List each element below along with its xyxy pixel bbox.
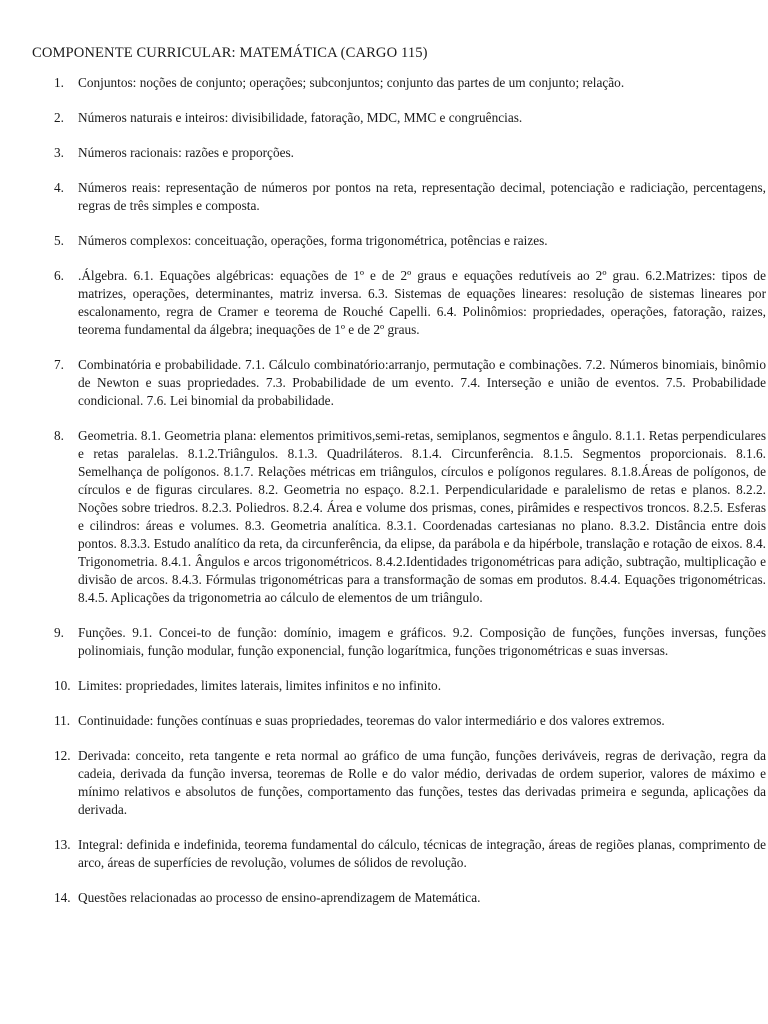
- topic-item: [32, 144, 766, 162]
- topic-number: 11.: [54, 713, 71, 728]
- topic-text: Números naturais e inteiros: divisibilidade, fatoração, MDC, MMC e congruências.: [78, 110, 523, 125]
- topic-number: 2.: [54, 110, 64, 125]
- topic-item: [32, 427, 766, 607]
- topic-text: Integral: definida e indefinida, teorema fundamental do cálculo, técnicas de integração, áreas de regiões planas, comprimento de arco, áreas de superfícies de revolução, volumes de sólidos de revolução.: [78, 837, 766, 870]
- topic-number: 8.: [54, 428, 64, 443]
- topic-text: Continuidade: funções contínuas e suas propriedades, teoremas do valor intermediário e dos valores extremos.: [78, 713, 665, 728]
- topic-number: 3.: [54, 145, 64, 160]
- topic-item: [32, 712, 766, 730]
- topic-text: Conjuntos: noções de conjunto; operações; subconjuntos; conjunto das partes de um conjunto; relação.: [78, 75, 625, 90]
- topic-number: 6.: [54, 268, 64, 283]
- topic-item: [32, 356, 766, 410]
- topic-number: 9.: [54, 625, 64, 640]
- topic-text: Números reais: representação de números por pontos na reta, representação decimal, potenciação e radiciação, percentagens, regras de três simples e composta.: [78, 180, 766, 213]
- topic-item: [32, 109, 766, 127]
- topic-item: [32, 179, 766, 215]
- topic-text: Derivada: conceito, reta tangente e reta normal ao gráfico de uma função, funções deriváveis, regras de derivação, regra da cadeia, derivada da função inversa, teoremas de Rolle e do valor médio, derivadas de ordem superior, valores de máximo e mínimo relativos e absolutos de funções, comportamento das funções, testes das derivadas primeira e segunda, aplicações da derivada.: [78, 748, 766, 817]
- topic-item: [32, 747, 766, 819]
- topic-text: Limites: propriedades, limites laterais, limites infinitos e no infinito.: [78, 678, 442, 693]
- topic-text: Funções. 9.1. Concei-to de função: domínio, imagem e gráficos. 9.2. Composição de funções, funções inversas, funções polinomiais, função modular, função exponencial, função logarítmica, funções trigonométricas e suas inversas.: [78, 625, 766, 658]
- topic-number: 5.: [54, 233, 64, 248]
- topic-number: 10.: [54, 678, 71, 693]
- topic-text: Questões relacionadas ao processo de ensino-aprendizagem de Matemática.: [78, 890, 481, 905]
- topic-item: [32, 74, 766, 92]
- topic-number: 1.: [54, 75, 64, 90]
- topic-item: [32, 836, 766, 872]
- topic-number: 7.: [54, 357, 64, 372]
- topic-number: 13.: [54, 837, 71, 852]
- topic-item: [32, 677, 766, 695]
- topic-text: .Álgebra. 6.1. Equações algébricas: equações de 1º e de 2º graus e equações redutíveis ao 2º grau. 6.2.Matrizes: tipos de matrizes, operações, determinantes, matriz inversa. 6.3. Sistemas de equações lineares: resolução de sistemas lineares por escalonamento, regra de Cramer e teorema de Rouché Capelli. 6.4. Polinômios: propriedades, operações, fatoração, raizes, teorema fundamental da álgebra; inequações de 1º e de 2º graus.: [78, 268, 766, 337]
- topic-item: [32, 267, 766, 339]
- topic-item: [32, 232, 766, 250]
- topic-text: Combinatória e probabilidade. 7.1. Cálculo combinatório:arranjo, permutação e combinações. 7.2. Números binomiais, binômio de Newton e suas propriedades. 7.3. Probabilidade de um evento. 7.4. Interseção e união de eventos. 7.5. Probabilidade condicional. 7.6. Lei binomial da probabilidade.: [78, 357, 766, 408]
- topic-list: [32, 74, 766, 907]
- document-title: COMPONENTE CURRICULAR: MATEMÁTICA (CARGO 115): [32, 45, 428, 61]
- topic-number: 12.: [54, 748, 71, 763]
- topic-number: 4.: [54, 180, 64, 195]
- topic-number: 14.: [54, 890, 71, 905]
- topic-item: [32, 889, 766, 907]
- topic-item: [32, 624, 766, 660]
- topic-text: Números complexos: conceituação, operações, forma trigonométrica, potências e raizes.: [78, 233, 548, 248]
- topic-text: Números racionais: razões e proporções.: [78, 145, 294, 160]
- topic-text: Geometria. 8.1. Geometria plana: elementos primitivos,semi-retas, semiplanos, segmentos e ângulo. 8.1.1. Retas perpendiculares e retas paralelas. 8.1.2.Triângulos. 8.1.3. Quadriláteros. 8.1.4. Circunferência. 8.1.5. Segmentos proporcionais. 8.1.6. Semelhança de polígonos. 8.1.7. Relações métricas em triângulos, círculos e polígonos regulares. 8.1.8.Áreas de polígonos, de círculos e de figuras circulares. 8.2. Geometria no espaço. 8.2.1. Perpendicularidade e paralelismo de retas e planos. 8.2.2. Noções sobre triedros. 8.2.3. Poliedros. 8.2.4. Área e volume dos prismas, cones, pirâmides e respectivos troncos. 8.2.5. Esferas e cilindros: áreas e volumes. 8.3. Geometria analítica. 8.3.1. Coordenadas cartesianas no plano. 8.3.2. Distância entre dois pontos. 8.3.3. Estudo analítico da reta, da circunferência, da elipse, da parábola e da hipérbole, translação e rotação de eixos. 8.4. Trigonometria. 8.4.1. Ângulos e arcos trigonométricos. 8.4.2.Identidades trigonométricas para adição, subtração, multiplicação e divisão de arcos. 8.4.3. Fórmulas trigonométricas para a transformação de somas em produtos. 8.4.4. Equações trigonométricas. 8.4.5. Aplicações da trigonometria ao cálculo de elementos de um triângulo.: [78, 428, 766, 605]
